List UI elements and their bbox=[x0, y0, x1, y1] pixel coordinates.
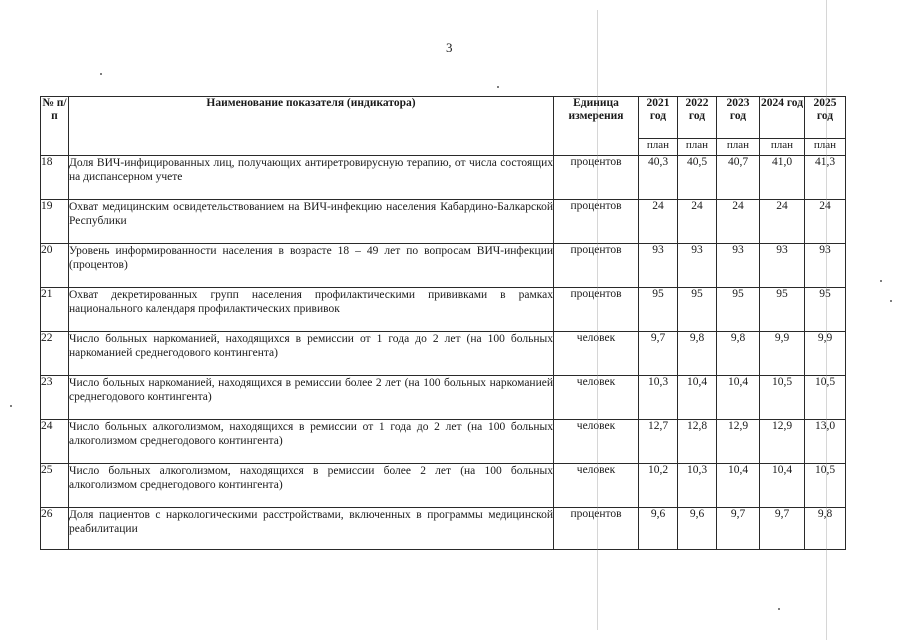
plan-value: 9,7 bbox=[760, 508, 805, 550]
indicator-name: Доля пациентов с наркологическими расстройствами, включенных в программы медицинской реабилитации bbox=[69, 508, 554, 550]
plan-value: 9,7 bbox=[639, 332, 678, 376]
header-plan: план bbox=[760, 139, 805, 156]
indicator-name: Число больных наркоманией, находящихся в ремиссии от 1 года до 2 лет (на 100 больных наркоманией среднегодового контингента) bbox=[69, 332, 554, 376]
table-row bbox=[41, 332, 846, 376]
indicator-name: Уровень информированности населения в возрасте 18 – 49 лет по вопросам ВИЧ-инфекции (процентов) bbox=[69, 244, 554, 288]
plan-value: 93 bbox=[805, 244, 846, 288]
header-plan: план bbox=[717, 139, 760, 156]
plan-value: 9,9 bbox=[760, 332, 805, 376]
indicator-name: Число больных алкоголизмом, находящихся в ремиссии более 2 лет (на 100 больных алкоголизмом среднегодового контингента) bbox=[69, 464, 554, 508]
header-year: 2024 год bbox=[760, 97, 805, 139]
indicator-name: Число больных алкоголизмом, находящихся в ремиссии от 1 года до 2 лет (на 100 больных алкоголизмом среднегодового контингента) bbox=[69, 420, 554, 464]
plan-value: 41,3 bbox=[805, 156, 846, 200]
row-number: 18 bbox=[41, 156, 69, 200]
indicator-name: Охват декретированных групп населения профилактическими прививками в рамках национального календаря профилактических прививок bbox=[69, 288, 554, 332]
row-number: 19 bbox=[41, 200, 69, 244]
indicator-unit: процентов bbox=[554, 200, 639, 244]
plan-value: 93 bbox=[717, 244, 760, 288]
scan-artifact-line bbox=[826, 0, 827, 640]
scan-artifact-line bbox=[597, 10, 598, 630]
table-row bbox=[41, 200, 846, 244]
plan-value: 9,6 bbox=[639, 508, 678, 550]
plan-value: 10,4 bbox=[760, 464, 805, 508]
plan-value: 12,7 bbox=[639, 420, 678, 464]
table-row bbox=[41, 156, 846, 200]
indicator-unit: человек bbox=[554, 376, 639, 420]
indicator-unit: процентов bbox=[554, 288, 639, 332]
indicator-unit: процентов bbox=[554, 508, 639, 550]
table-row bbox=[41, 420, 846, 464]
plan-value: 95 bbox=[717, 288, 760, 332]
page-number: 3 bbox=[446, 40, 453, 55]
plan-value: 12,9 bbox=[760, 420, 805, 464]
header-indicator-name: Наименование показателя (индикатора) bbox=[69, 97, 554, 156]
scan-artifact-speck bbox=[100, 73, 102, 75]
indicator-unit: человек bbox=[554, 332, 639, 376]
plan-value: 10,3 bbox=[639, 376, 678, 420]
header-plan: план bbox=[639, 139, 678, 156]
plan-value: 24 bbox=[639, 200, 678, 244]
row-number: 24 bbox=[41, 420, 69, 464]
row-number: 23 bbox=[41, 376, 69, 420]
plan-value: 10,5 bbox=[805, 376, 846, 420]
indicator-unit: человек bbox=[554, 420, 639, 464]
plan-value: 13,0 bbox=[805, 420, 846, 464]
table-row bbox=[41, 288, 846, 332]
row-number: 20 bbox=[41, 244, 69, 288]
plan-value: 95 bbox=[805, 288, 846, 332]
header-plan: план bbox=[678, 139, 717, 156]
plan-value: 24 bbox=[760, 200, 805, 244]
table-header-row bbox=[41, 97, 846, 139]
scan-artifact-speck bbox=[778, 608, 780, 610]
header-unit: Единица измерения bbox=[554, 97, 639, 156]
indicator-name: Число больных наркоманией, находящихся в ремиссии более 2 лет (на 100 больных наркоманией среднегодового контингента) bbox=[69, 376, 554, 420]
header-year: 2023 год bbox=[717, 97, 760, 139]
scan-artifact-speck bbox=[10, 405, 12, 407]
indicator-unit: процентов bbox=[554, 156, 639, 200]
table-row bbox=[41, 508, 846, 550]
plan-value: 41,0 bbox=[760, 156, 805, 200]
indicator-unit: процентов bbox=[554, 244, 639, 288]
indicators-table bbox=[40, 96, 846, 550]
plan-value: 95 bbox=[678, 288, 717, 332]
plan-value: 40,5 bbox=[678, 156, 717, 200]
plan-value: 10,4 bbox=[717, 464, 760, 508]
row-number: 22 bbox=[41, 332, 69, 376]
plan-value: 93 bbox=[639, 244, 678, 288]
table-row bbox=[41, 244, 846, 288]
plan-value: 9,7 bbox=[717, 508, 760, 550]
scan-artifact-speck bbox=[890, 300, 892, 302]
header-plan: план bbox=[805, 139, 846, 156]
plan-value: 10,4 bbox=[717, 376, 760, 420]
plan-value: 93 bbox=[678, 244, 717, 288]
indicator-name: Доля ВИЧ-инфицированных лиц, получающих антиретровирусную терапию, от числа состоящих на диспансерном учете bbox=[69, 156, 554, 200]
plan-value: 40,7 bbox=[717, 156, 760, 200]
plan-value: 10,3 bbox=[678, 464, 717, 508]
plan-value: 10,2 bbox=[639, 464, 678, 508]
row-number: 25 bbox=[41, 464, 69, 508]
plan-value: 9,8 bbox=[805, 508, 846, 550]
plan-value: 24 bbox=[805, 200, 846, 244]
plan-value: 12,9 bbox=[717, 420, 760, 464]
plan-value: 10,5 bbox=[760, 376, 805, 420]
plan-value: 40,3 bbox=[639, 156, 678, 200]
table-row bbox=[41, 376, 846, 420]
table-row bbox=[41, 464, 846, 508]
plan-value: 93 bbox=[760, 244, 805, 288]
table-body bbox=[41, 156, 846, 550]
indicator-unit: человек bbox=[554, 464, 639, 508]
plan-value: 10,5 bbox=[805, 464, 846, 508]
plan-value: 24 bbox=[717, 200, 760, 244]
header-number: № п/п bbox=[41, 97, 69, 156]
scan-artifact-speck bbox=[880, 280, 882, 282]
plan-value: 9,8 bbox=[678, 332, 717, 376]
header-year: 2022 год bbox=[678, 97, 717, 139]
scan-artifact-speck bbox=[497, 86, 499, 88]
header-year: 2025 год bbox=[805, 97, 846, 139]
plan-value: 24 bbox=[678, 200, 717, 244]
plan-value: 12,8 bbox=[678, 420, 717, 464]
header-year: 2021 год bbox=[639, 97, 678, 139]
row-number: 26 bbox=[41, 508, 69, 550]
plan-value: 9,6 bbox=[678, 508, 717, 550]
plan-value: 10,4 bbox=[678, 376, 717, 420]
row-number: 21 bbox=[41, 288, 69, 332]
plan-value: 95 bbox=[639, 288, 678, 332]
plan-value: 9,9 bbox=[805, 332, 846, 376]
plan-value: 9,8 bbox=[717, 332, 760, 376]
plan-value: 95 bbox=[760, 288, 805, 332]
indicator-name: Охват медицинским освидетельствованием на ВИЧ-инфекцию населения Кабардино-Балкарской Республики bbox=[69, 200, 554, 244]
